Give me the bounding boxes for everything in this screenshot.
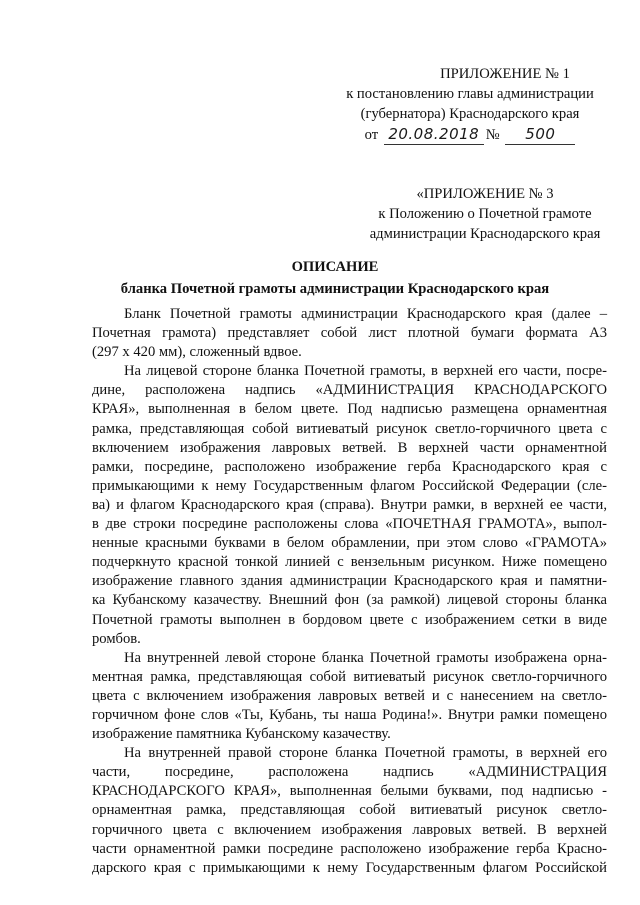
body-line: в две строки посредине расположены слова «ПОЧЕТНАЯ ГРАМОТА», выпол- (92, 516, 607, 533)
body-line: горчичном фоне слов «Ты, Кубань, ты наша Родина!». Внутри рамки помещено (92, 706, 607, 723)
body-line: части орнаментной рамки посредине расположено изображение герба Красно- (92, 840, 607, 857)
body-line: ромбов. (92, 630, 141, 647)
handwritten-number: 500 (505, 124, 575, 145)
body-line: дарского края с примыкающими к нему Государственным флагом Российской (92, 859, 607, 876)
attachment-number: ПРИЛОЖЕНИЕ № 1 (440, 66, 570, 82)
body-line: рамка, представляющая собой витиеватый рисунок светло-горчичного цвета с (92, 420, 607, 437)
body-line: ка Кубанскому казачеству. Внешний фон (за рамкой) лицевой стороны бланка (92, 592, 607, 609)
body-line: КРАСНОДАРСКОГО КРАЯ», выполненная белыми буквами, под надписью - (92, 783, 607, 800)
body-line: дине, расположена надпись «АДМИНИСТРАЦИЯ КРАСНОДАРСКОГО (92, 382, 607, 399)
body-line: (297 х 420 мм), сложенный вдвое. (92, 344, 302, 361)
body-line: Почетной грамоты выполнен в бордовом цвете с изображением сетки в виде (92, 611, 607, 628)
body-line: ва) и флагом Краснодарского края (справа). Внутри рамки, в верхней ее части, (92, 496, 607, 513)
title-line-2: бланка Почетной грамоты администрации Краснодарского края (120, 281, 550, 297)
handwritten-date: 20.08.2018 (384, 124, 484, 145)
document-title (60, 256, 610, 300)
body-line: На лицевой стороне бланка Почетной грамоты, в верхней его части, посре- (124, 363, 607, 380)
body-line: На внутренней правой стороне бланка Почетной грамоты, в верхней его (124, 745, 607, 762)
body-line: рамки, посредине, расположено изображение герба Краснодарского края с (92, 458, 607, 475)
body-text (92, 305, 607, 878)
date-number-line (330, 124, 610, 145)
body-line: На внутренней левой стороне бланка Почетной грамоты изображена орна- (124, 649, 607, 666)
body-line: изображение памятника Кубанскому казачеству. (92, 726, 391, 743)
header-line-3: (губернатора) Краснодарского края (360, 106, 580, 122)
attachment-3-line-1: «ПРИЛОЖЕНИЕ № 3 (416, 186, 554, 202)
number-prefix: № (485, 127, 500, 143)
attachment-3-line-3: администрации Краснодарского края (369, 226, 601, 242)
header-line-2: к постановлению главы администрации (346, 86, 594, 102)
body-line: КРАЯ», выполненная в белом цвете. Под надписью размещена орнаментная (92, 401, 607, 418)
body-line: изображение главного здания администрации Краснодарского края и памятни- (92, 573, 607, 590)
body-line: горчичного цвета с включением изображения лавровых ветвей. В верхней (92, 821, 607, 838)
attachment-3-line-2: к Положению о Почетной грамоте (378, 206, 592, 222)
date-prefix: от (364, 127, 379, 143)
title-line-1: ОПИСАНИЕ (291, 259, 379, 275)
body-line: цвета с включением изображения лавровых ветвей и с нанесением на светло- (92, 687, 607, 704)
body-line: части, посредине, расположена надпись «АДМИНИСТРАЦИЯ (92, 764, 607, 781)
attachment-header (330, 64, 610, 145)
body-line: подчеркнуто красной тонкой линией с вензельным рисунком. Ниже помещено (92, 554, 607, 571)
body-line: Почетная грамота) представляет собой лист плотной бумаги формата А3 (92, 325, 607, 342)
body-line: примыкающими к нему Государственным флагом Российской Федерации (сле- (92, 477, 607, 494)
body-line: Бланк Почетной грамоты администрации Краснодарского края (далее – (124, 306, 607, 322)
body-line: ментная рамка, представляющая собой витиеватый рисунок светло-горчичного (92, 668, 607, 685)
attachment-3-block (360, 184, 610, 244)
body-line: ненные красными буквами в белом обрамлении, при этом слово «ГРАМОТА» (92, 535, 607, 552)
body-line: орнаментная рамка, представляющая собой витиеватый рисунок светло- (92, 802, 607, 819)
body-line: включением изображения лавровых ветвей. В верхней части орнаментной (92, 439, 607, 456)
